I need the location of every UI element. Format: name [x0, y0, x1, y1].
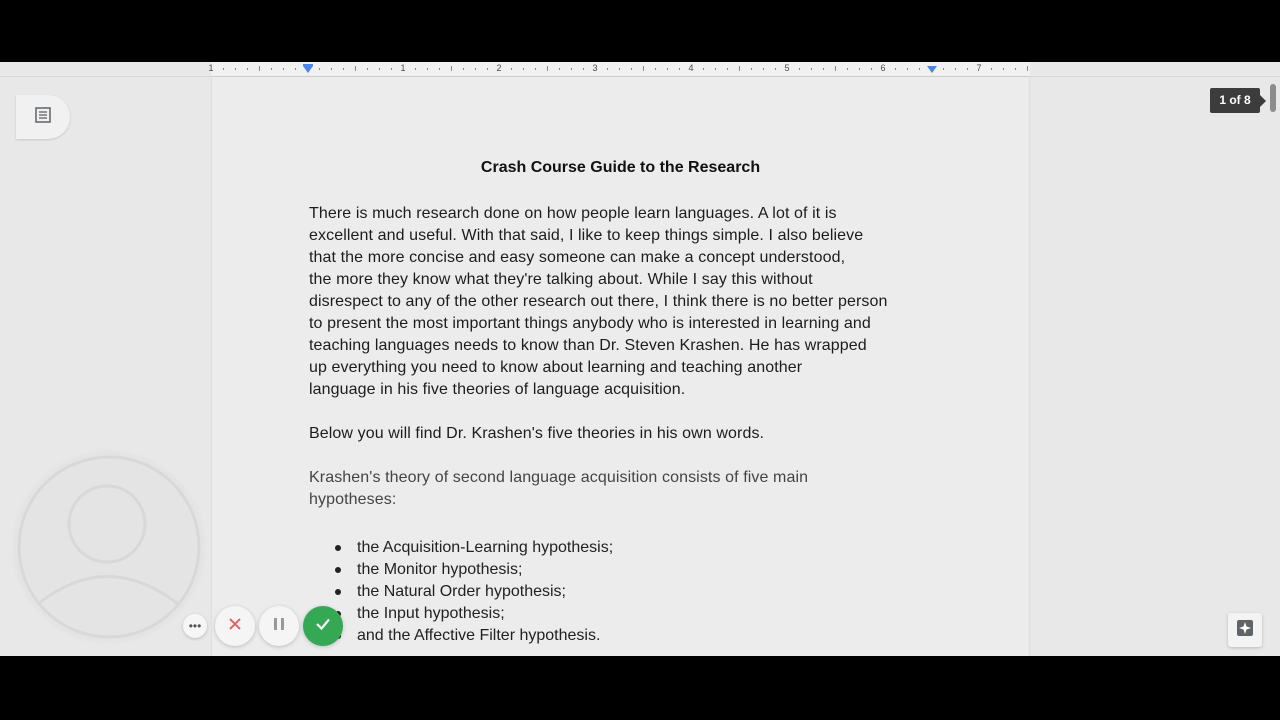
- krashen-intro-paragraph: Below you will find Dr. Krashen's five theories in his own words.: [309, 425, 765, 442]
- ruler-tick: [367, 68, 368, 70]
- ruler-tick: [871, 68, 872, 70]
- paragraph-line: language in his five theories of language acquisition.: [309, 381, 686, 398]
- right-indent-marker[interactable]: [927, 66, 937, 73]
- ruler-tick: [571, 68, 572, 70]
- ruler-tick: [823, 68, 824, 70]
- left-indent-marker[interactable]: [303, 66, 313, 73]
- list-item-text: the Monitor hypothesis;: [357, 561, 523, 578]
- ruler-tick: [235, 68, 236, 70]
- ruler-tick: [379, 68, 380, 70]
- ruler-tick: [451, 66, 452, 71]
- ruler-tick: [475, 68, 476, 70]
- document-viewport: [0, 62, 1280, 656]
- ruler-tick: [547, 66, 548, 71]
- ruler-tick: [511, 68, 512, 70]
- ruler-number: 5: [784, 63, 790, 73]
- list-item-text: the Input hypothesis;: [357, 605, 505, 622]
- pause-icon: [272, 616, 286, 637]
- ruler-tick: [727, 68, 728, 70]
- ruler-tick: [295, 68, 296, 70]
- ruler-tick: [703, 68, 704, 70]
- explore-button[interactable]: [1228, 613, 1262, 647]
- ruler-tick: [1027, 66, 1028, 71]
- document-outline-icon: [35, 107, 51, 128]
- list-item-text: the Acquisition-Learning hypothesis;: [357, 539, 614, 556]
- more-options-button[interactable]: [183, 614, 207, 638]
- ruler-tick: [655, 68, 656, 70]
- paragraph-line: teaching languages needs to know than Dr. Steven Krashen. He has wrapped: [309, 337, 867, 354]
- ruler-tick: [667, 68, 668, 70]
- check-icon: [314, 615, 332, 638]
- more-horiz-icon: •••: [188, 619, 202, 633]
- ruler-tick: [799, 68, 800, 70]
- ruler-tick: [991, 68, 992, 70]
- document-heading: Crash Course Guide to the Research: [480, 159, 761, 176]
- ruler-tick: [607, 68, 608, 70]
- list-item: [309, 603, 909, 625]
- paragraph-line: disrespect to any of the other research out there, I think there is no better person: [309, 293, 888, 310]
- ruler-tick: [331, 68, 332, 70]
- paragraph-line: hypotheses:: [309, 491, 397, 508]
- hypotheses-intro-paragraph: [309, 467, 939, 511]
- ruler-number: 2: [496, 63, 502, 73]
- list-item: [309, 625, 909, 647]
- ruler-tick: [247, 68, 248, 70]
- ruler-tick: [859, 68, 860, 70]
- ruler-tick: [907, 68, 908, 70]
- ruler-tick: [1015, 68, 1016, 70]
- hypotheses-list: [309, 537, 909, 647]
- ruler-tick: [319, 68, 320, 70]
- ruler-tick: [223, 68, 224, 70]
- ruler-number: 1: [208, 63, 214, 73]
- ruler-number: 6: [880, 63, 886, 73]
- paragraph-line: Krashen's theory of second language acquisition consists of five main: [309, 469, 809, 486]
- ruler-tick: [523, 68, 524, 70]
- ruler-tick: [739, 66, 740, 71]
- ruler-tick: [631, 68, 632, 70]
- horizontal-ruler[interactable]: [0, 62, 1280, 77]
- ruler-tick: [355, 66, 356, 71]
- list-item: [309, 537, 909, 559]
- page-counter: 1 of 8: [1210, 88, 1260, 113]
- ruler-tick: [895, 68, 896, 70]
- ruler-tick: [919, 68, 920, 70]
- paragraph-line: up everything you need to know about learning and teaching another: [309, 359, 803, 376]
- list-item: [309, 559, 909, 581]
- ruler-tick: [415, 68, 416, 70]
- paragraph-line: that the more concise and easy someone can make a concept understood,: [309, 249, 846, 266]
- ruler-tick: [427, 68, 428, 70]
- explore-sparkle-icon: [1236, 619, 1254, 642]
- ruler-tick: [559, 68, 560, 70]
- ruler-tick: [955, 68, 956, 70]
- paragraph-line: There is much research done on how people learn languages. A lot of it is: [309, 205, 837, 222]
- ruler-tick: [535, 68, 536, 70]
- list-item: [309, 581, 909, 603]
- vertical-scrollbar[interactable]: [1270, 84, 1276, 112]
- ruler-tick: [751, 68, 752, 70]
- cancel-recording-button[interactable]: [215, 606, 255, 646]
- document-outline-button[interactable]: [16, 95, 70, 139]
- paragraph-line: to present the most important things anybody who is interested in learning and: [309, 315, 871, 332]
- bullet-dot: [335, 545, 341, 551]
- pause-recording-button[interactable]: [259, 606, 299, 646]
- ruler-tick: [763, 68, 764, 70]
- paragraph-line: the more they know what they're talking about. While I say this without: [309, 271, 813, 288]
- bullet-dot: [335, 589, 341, 595]
- ruler-tick: [811, 68, 812, 70]
- ruler-tick: [343, 68, 344, 70]
- ruler-number: 7: [976, 63, 982, 73]
- ruler-tick: [847, 68, 848, 70]
- ruler-number: 3: [592, 63, 598, 73]
- ruler-tick: [463, 68, 464, 70]
- ruler-tick: [283, 68, 284, 70]
- ruler-tick: [619, 68, 620, 70]
- ruler-tick: [967, 68, 968, 70]
- ruler-tick: [487, 68, 488, 70]
- ruler-tick: [643, 66, 644, 71]
- intro-paragraph: [309, 203, 939, 401]
- bullet-dot: [335, 567, 341, 573]
- ruler-number: 4: [688, 63, 694, 73]
- ruler-tick: [391, 68, 392, 70]
- ruler-tick: [835, 66, 836, 71]
- ruler-tick: [583, 68, 584, 70]
- ruler-tick: [715, 68, 716, 70]
- ruler-tick: [775, 68, 776, 70]
- avatar-placeholder-icon: [16, 454, 202, 640]
- ruler-number: 1: [400, 63, 406, 73]
- paragraph-line: excellent and useful. With that said, I like to keep things simple. I also believe: [309, 227, 864, 244]
- document-page[interactable]: [212, 77, 1029, 656]
- ruler-tick: [259, 66, 260, 71]
- ruler-tick: [943, 68, 944, 70]
- ruler-tick: [679, 68, 680, 70]
- list-item-text: the Natural Order hypothesis;: [357, 583, 566, 600]
- webcam-avatar: [16, 454, 202, 640]
- ruler-tick: [439, 68, 440, 70]
- ruler-tick: [271, 68, 272, 70]
- ruler-tick: [1003, 68, 1004, 70]
- list-item-text: and the Affective Filter hypothesis.: [357, 627, 601, 644]
- close-icon: [227, 616, 243, 637]
- finish-recording-button[interactable]: [303, 606, 343, 646]
